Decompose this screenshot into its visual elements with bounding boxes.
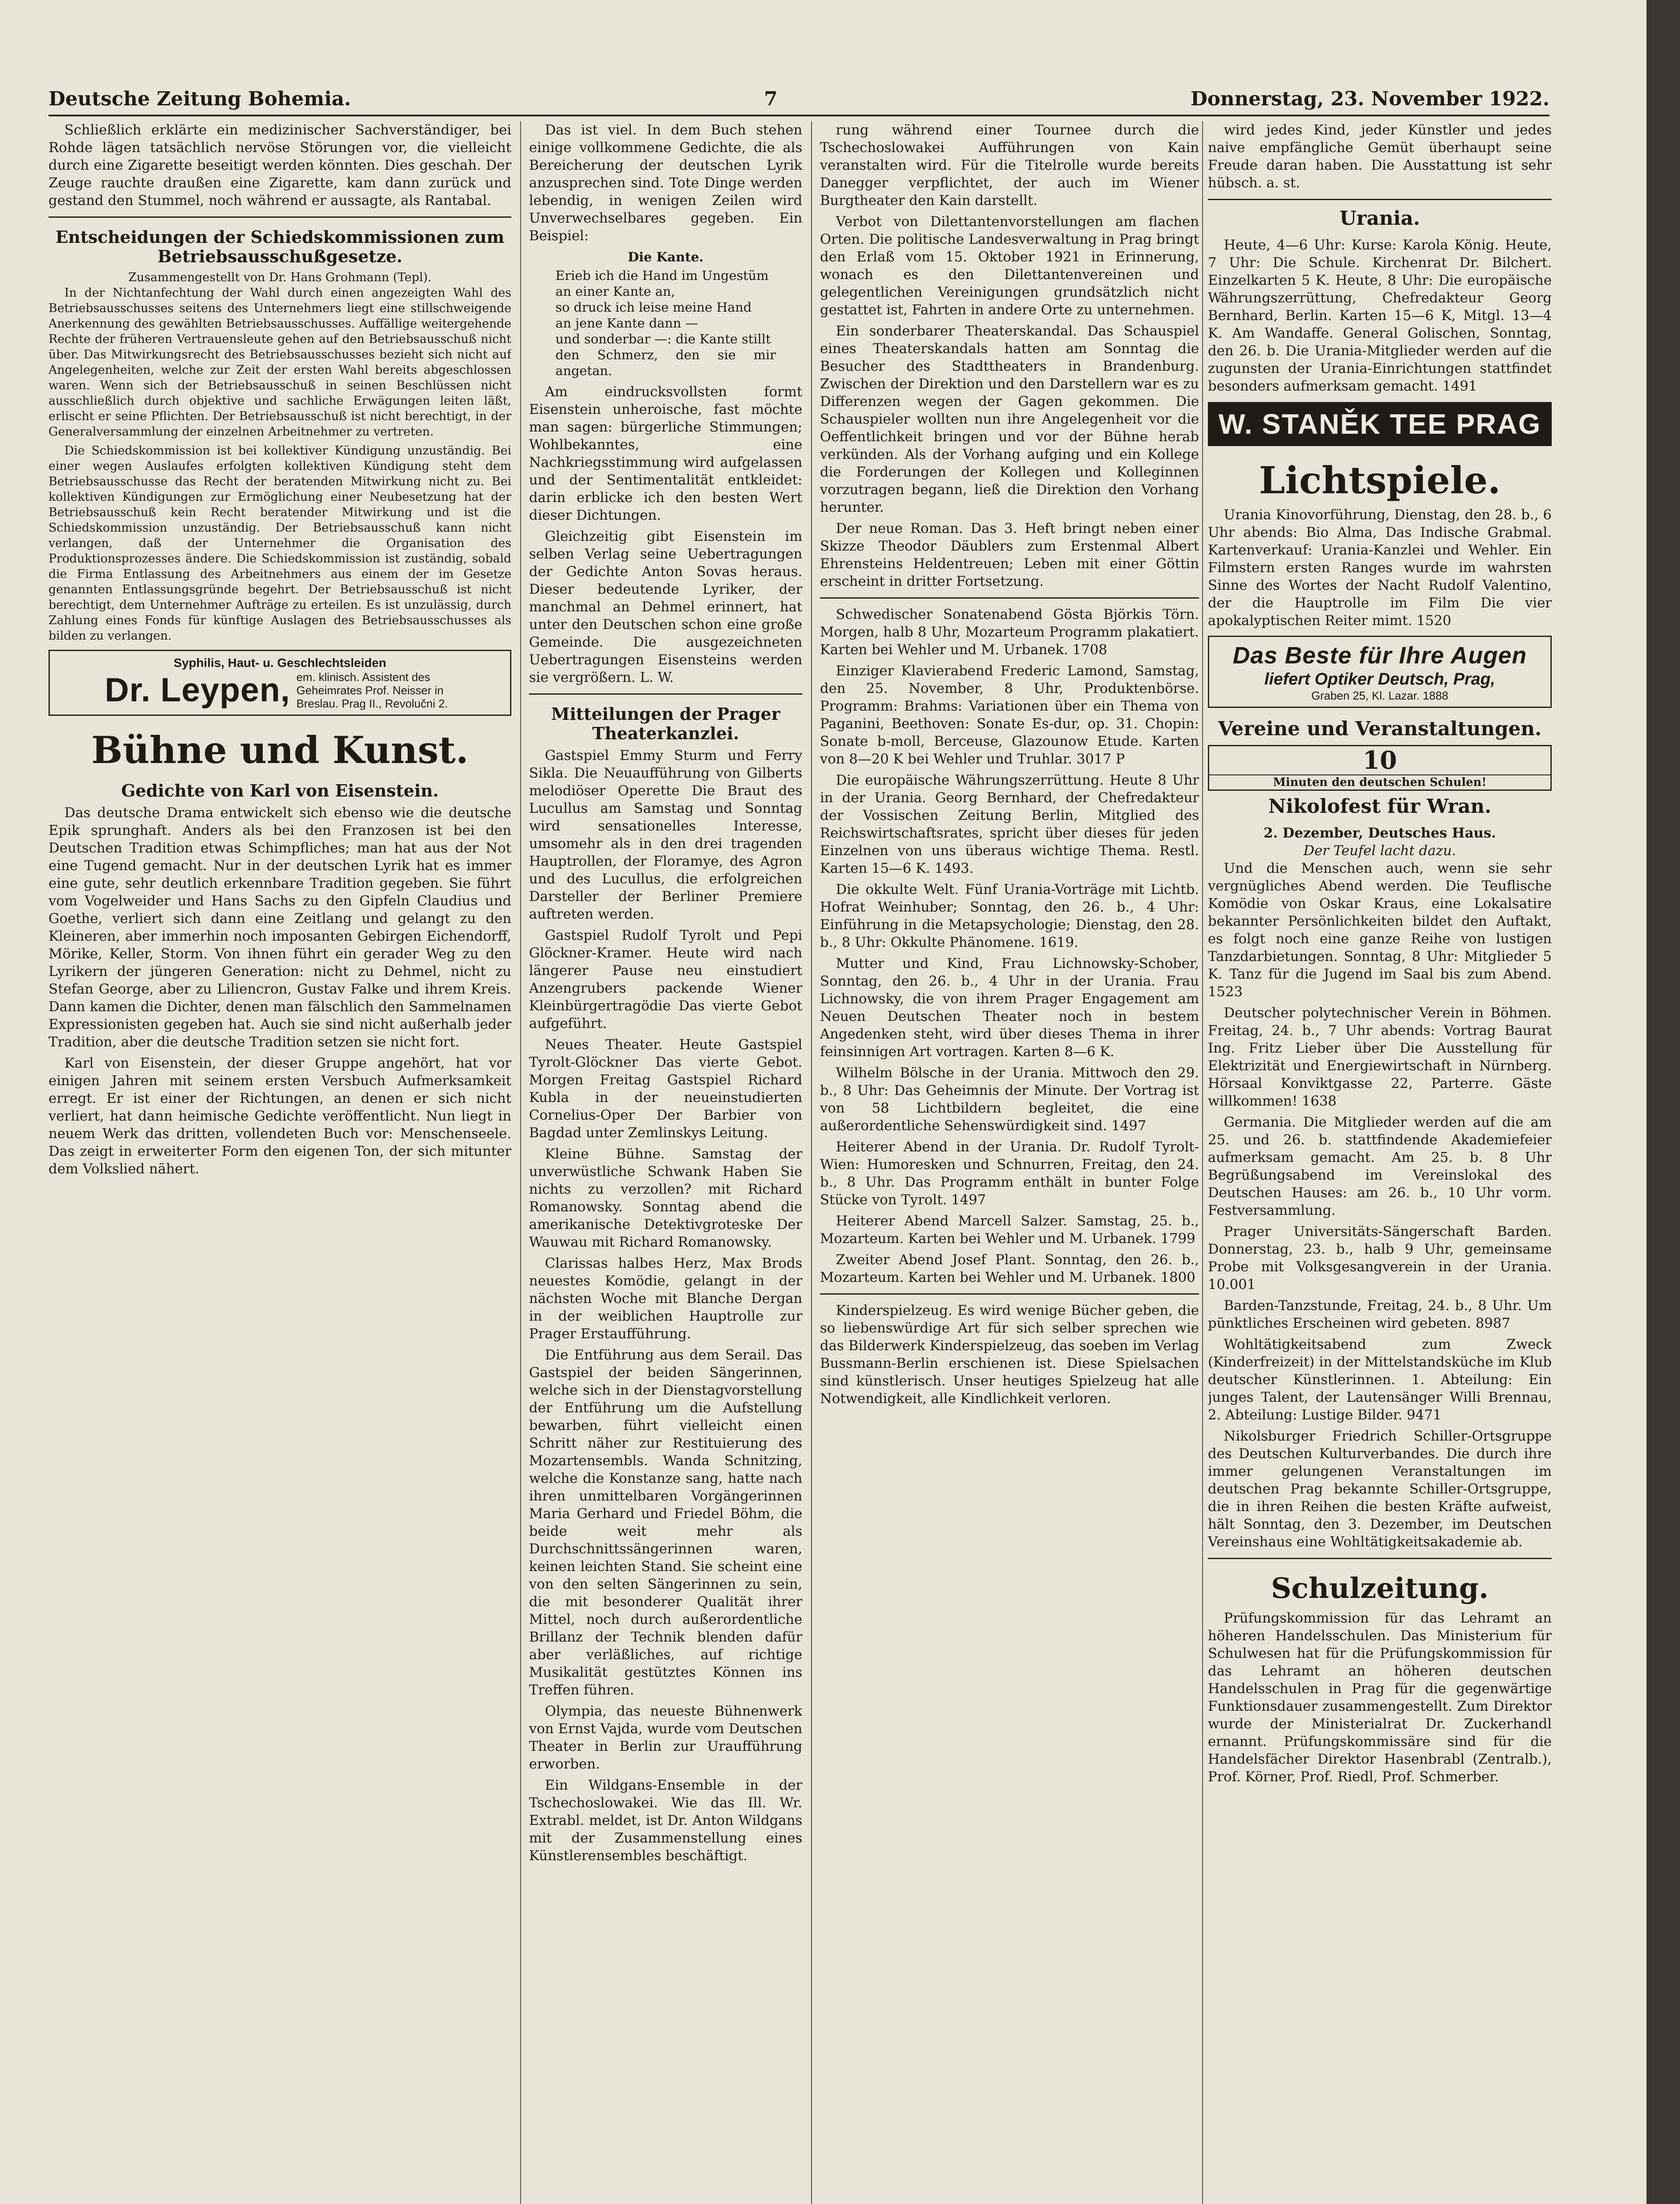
urania-program: Heute, 4—6 Uhr: Kurse: Karola König. Heute, 7 Uhr: Die Schule. Kirchenrat Dr. Bilchert. Einzelkarten 5 K. Heute, 8 Uhr: Die europäische Währungszerrüttung, Chefredakteur Georg Bernhard, Berlin. Karten 15—6 K, Mitgl. 13—4 K. Am Wandaffe. General Golischen, Sonntag, den 26. b. Die Urania-Mitglieder werden auf die zugunsten der Urania-Einrichtungen stattfindet besonders aufmerksam gemacht. 1491 [1208,237,1552,394]
poem [555,249,776,379]
article-heading: Mitteilungen der Prager Theaterkanzlei. [551,704,780,743]
divider [1208,199,1552,200]
section-title: Bühne und Kunst. [91,728,469,772]
column-rule [520,121,521,2204]
column-3 [820,121,1199,2204]
article-text: In der Nichtanfechtung der Wahl durch einen angezeigten Wahl des Betriebsausschusses seitens des Unternehmers liegt eine stillschweigende Anerkennung des gewählten Betriebsausschusses. Auffällige weitergehende Rechte der früheren Vertrauensleute gehen auf den Betriebsausschuß nicht über. Das Mitwirkungsrecht des Betriebsausschusses bezieht sich nicht auf Angelegenheiten, welche zur Zeit der ersten Wahl bereits abgeschlossen waren. Wenn sich der Betriebsausschuß in seinen Beschlüssen nicht ausschließlich durch objektive und sachliche Erwägungen leiten läßt, erlischt er seine Pflichten. Der Betriebsausschuß ist nicht berechtigt, in der Generalversammlung der einzelnen Arbeitnehmer zu vertreten. [48,286,511,439]
article-text: Ein sonderbarer Theaterskandal. Das Schauspiel eines Theaterskandals hatten am Sonntag die Besucher des Stadttheaters in Brandenburg. Zwischen der Direktion und den Darstellern war es zu Differenzen wegen der Gagen gekommen. Die Schauspieler wollten nun ihre Angelegenheit vor die Oeffentlichkeit bringen und vor der Bühne herab verkünden. Als der Vorhang aufging und ein Kollege die Forderungen der Kollegen und Kolleginnen vorzutragen begann, ließ die Direktion den Vorhang herunter. [820,323,1199,515]
ad-name: liefert Optiker Deutsch, Prag, [1264,670,1495,689]
lecture-notice: Wilhelm Bölsche in der Urania. Mittwoch den 29. b., 8 Uhr: Das Geheimnis der Minute. Der Vortrag ist von 58 Lichtbildern begleitet, die eine außerordentliche Sehenswürdigkeit sind. 1497 [820,1065,1199,1134]
article-byline: Zusammengestellt von Dr. Hans Grohmann (Tepl). [128,271,432,284]
page-number: 7 [764,88,778,110]
article-text: Das ist viel. In dem Buch stehen einige vollkommene Gedichte, die als Bereicherung der deutschen Lyrik anzusprechen sind. Tote Dinge werden lebendig, in wenigen Zeilen wird Unverwechselbares gegeben. Ein Beispiel: [529,122,802,244]
scan-edge [1646,0,1680,2204]
school-appeal-number: 10 [1363,746,1397,775]
ad-headline: Syphilis, Haut- u. Geschlechtsleiden [173,656,387,670]
masthead-date: Donnerstag, 23. November 1922. [1190,88,1550,110]
article-text: Die Entführung aus dem Serail. Das Gastspiel der beiden Sängerinnen, welche sich in der Dienstagvorstellung der Entführung um die Aufstellung bewarben, führt vielleicht einen Schritt näher zur Restituierung des Mozartensembls. Wanda Schnitzing, welche die Konstanze sang, hatte nach ihren unmittelbaren Vorgängerinnen Maria Gerhard und Friedel Böhm, die beide weit mehr als Durchschnittssängerinnen waren, keinen leichten Stand. Sie scheint eine von den selten Sängerinnen zu sein, die mit besonderer Qualität ihrer Mittel, noch durch außerordentliche Brillanz der Technik blenden dafür aber verläßliches, auf richtige Musikalität gestütztes Können ins Treffen führen. [529,1347,802,1698]
event-notice: Prager Universitäts-Sängerschaft Barden. Donnerstag, 23. b., halb 9 Uhr, gemeinsame Probe mit Volksgesangverein in der Urania. 10.001 [1208,1224,1552,1292]
column-rule [1202,121,1203,2204]
event-date: 2. Dezember, Deutsches Haus. [1263,825,1496,841]
article-heading: Gedichte von Karl von Eisenstein. [121,781,439,800]
poem-line: an jene Kante dann — [555,316,698,331]
article-text: rung während einer Tournee durch die Tschechoslowakei Aufführungen von Kain veranstalten wird. Für die Titelrolle wurde bereits Danegger verpflichtet, der auch im Wiener Burgtheater den Kain darstellt. [820,122,1199,208]
advertisement-stanek-tea: W. STANĚK TEE PRAG [1208,402,1552,446]
poem-line: Erieb ich die Hand im Ungestüm [555,268,769,283]
article-text: Urania Kinovorführung, Dienstag, den 28. b., 6 Uhr abends: Bio Alma, Das Indische Grabmal. Kartenverkauf: Urania-Kanzlei und Wehler. Ein Filmstern ersten Ranges wurde im wahrsten Sinne des Wortes der Nacht Rudolf Valentino, der die Hauptrolle im Film Die vier apokalyptischen Reiter mimt. 1520 [1208,507,1552,629]
divider [820,1293,1199,1295]
article-text: Olympia, das neueste Bühnenwerk von Ernst Vajda, wurde vom Deutschen Theater in Berlin zur Uraufführung erworben. [529,1703,802,1772]
ad-address: Graben 25, Kl. Lazar. 1888 [1311,689,1449,702]
article-text: Ein Wildgans-Ensemble in der Tschechoslowakei. Wie das Ill. Wr. Extrabl. meldet, ist Dr. Anton Wildgans mit der Zusammenstellung eines Künstlerensembles beschäftigt. [529,1777,802,1864]
concert-notice: Schwedischer Sonatenabend Gösta Björkis Törn. Morgen, halb 8 Uhr, Mozarteum Programm plakatiert. Karten bei Wehler und M. Urbanek. 1708 [820,607,1199,658]
lecture-notice: Die europäische Währungszerrüttung. Heute 8 Uhr in der Urania. Georg Bernhard, der Chefredakteur der Vossischen Zeitung Berlin, Mitglied des Reichswirtschaftsrates, spricht über dieses für jeden Einzelnen von uns überaus wichtige Thema. Restl. Karten 15—6 K. 1493. [820,772,1199,876]
event-notice: Barden-Tanzstunde, Freitag, 24. b., 8 Uhr. Um pünktliches Erscheinen wird gebeten. 8987 [1208,1298,1552,1331]
masthead-title: Deutsche Zeitung Bohemia. [48,88,351,110]
article-text: Am eindrucksvollsten formt Eisenstein unheroische, fast möchte man sagen: bürgerliche Stimmungen; Wohlbekanntes, eine Nachkriegsstimmung wird aufgelassen und der Sentimentalität entkleidet: darin erblicke ich den besten Wert dieser Dichtungen. [529,384,802,523]
school-appeal-text: Minuten den deutschen Schulen! [1209,774,1550,789]
column-rule [811,121,812,2204]
article-text: Die Schiedskommission ist bei kollektiver Kündigung unzuständig. Bei einer wegen Auslaufes erfolgten kollektiven Kündigung steht dem Betriebsausschusse das Recht der beratenden Mitwirkung nicht zu. Bei kollektiven Kündigungen zur Ermöglichung einer Neubesetzung hat der Betriebsausschuß kein Recht beratender Mitwirkung und ist die Schiedskommission unzuständig. Der Betriebsausschuß kann nicht verlangen, daß der Unternehmer die Organisation des Produktionsprozesses ändere. Die Schiedskommission ist zuständig, sobald die Firma Entlassung des Arbeitnehmers aus einem der im Gesetze genannten Entlassungsgründe begehrt. Der Betriebsausschuß ist nicht berechtigt, dem Unternehmer Aufträge zu erteilen. Es ist unzulässig, durch Zahlung eines Fonds für künftige Auslagen des Betriebsausschusses als bilden zu verlangen. [48,444,511,643]
article-text: Verbot von Dilettantenvorstellungen am flachen Orten. Die politische Landesverwaltung in Prag bringt den Erlaß vom 15. Oktober 1921 in Erinnerung, wonach es den Dilettantenvereinen und gelegentlichen Vereinigungen grundsätzlich nicht gestattet ist, Fahrten in andere Orte zu unternehmen. [820,214,1199,318]
event-notice: Zweiter Abend Josef Plant. Sonntag, den 26. b., Mozarteum. Karten bei Wehler und M. Urbanek. 1800 [820,1252,1199,1285]
article-text: Der neue Roman. Das 3. Heft bringt neben einer Skizze Theodor Däublers zum Erstenmal Albert Ehrensteins Heldentreuen; Leben mit einer Göttin erscheint in dritter Fortsetzung. [820,521,1199,589]
article-text: Kleine Bühne. Samstag der unverwüstliche Schwank Haben Sie nichts zu verzollen? mit Richard Romanowsky. Sonntag abend die amerikanische Detektivgroteske Der Wauwau mit Richard Romanowsky. [529,1146,802,1250]
article-text: Gleichzeitig gibt Eisenstein im selben Verlag seine Uebertragungen der Gedichte Anton Sovas heraus. Dieser bedeutende Lyriker, der manchmal an Dehmel erinnert, hat unter den Deutschen schon eine große Gemeinde. Die ausgezeichneten Uebertragungen Eisensteins werden sie vergrößern. L. W. [529,529,802,685]
masthead [48,79,1550,116]
ad-address: em. klinisch. Assistent des Geheimrates Prof. Neisser in Breslau. Prag II., Revolučni 2. [296,670,448,710]
article-text: Clarissas halbes Herz, Max Brods neuestes Komödie, gelangt in der nächsten Woche mit Blanche Dergan in der weiblichen Hauptrolle zur Prager Erstaufführung. [529,1255,802,1342]
lecture-notice: Die okkulte Welt. Fünf Urania-Vorträge mit Lichtb. Hofrat Weinhuber; Sonntag, den 26. b., 4 Uhr: Einführung in die Metapsychologie; Dienstag, den 28. b., 8 Uhr: Okkulte Phänomene. 1619. [820,882,1199,950]
divider [820,597,1199,599]
divider [1208,1558,1552,1559]
lecture-notice: Mutter und Kind, Frau Lichnowsky-Schober, Sonntag, den 26. b., 4 Uhr in der Urania. Frau Lichnowsky, die von ihrem Prager Engagement am Neuen Deutschen Theater noch in bestem Angedenken steht, wird über dieses Thema in ihrer feinsinnigen Art vortragen. Karten 8—6 K. [820,956,1199,1060]
event-notice: Heiterer Abend Marcell Salzer. Samstag, 25. b., Mozarteum. Karten bei Wehler und M. Urbanek. 1799 [820,1213,1199,1247]
ad-headline: Das Beste für Ihre Augen [1233,642,1527,669]
article-text: Prüfungskommission für das Lehramt an höheren Handelsschulen. Das Ministerium für Schulwesen hat für die Prüfungskommission für das Lehramt an höheren deutschen Handelsschulen in Prag für die gegenwärtige Funktionsdauer zusammengestellt. Zum Direktor wurde der Ministerialrat Dr. Zuckerhandl ernannt. Prüfungskommissäre sind für die Handelsfächer Direktor Hasenbrabl (Zentralb.), Prof. Körner, Prof. Riedl, Prof. Schmerber. [1208,1610,1552,1785]
section-heading-vereine: Vereine und Veranstaltungen. [1218,718,1542,740]
poem-line: und sonderbar —: die Kante stillt [555,331,771,346]
column-4 [1208,121,1552,2204]
advertisement-leypen [48,650,511,716]
divider [48,216,511,218]
article-text: Karl von Eisenstein, der dieser Gruppe angehört, hat vor einigen Jahren mit seinem ersten Versbuch Aufmerksamkeit erregt. Er ist einer der Richtungen, an denen er sich nicht verliert, hat dann heimische Gedichte veröffentlicht. Nun liegt in neuem Werk das dritten, vollendeten Buch vor: Menschenseele. Das zeigt in erweiterter Form den eigenen Ton, der sich mitunter dem Volkslied nähert. [48,1055,511,1177]
article-text: Kinderspielzeug. Es wird wenige Bücher geben, die so liebenswürdige Art für sich selber sprechen wie das Bilderwerk Kinderspielzeug, das soeben im Verlag Bussmann-Berlin erschienen ist. Diese Spielsachen sind künstlerisch. Unser heutiges Spielzeug hat alle Notwendigkeit, alle Kindlichkeit verloren. [820,1303,1199,1407]
article-text: Neues Theater. Heute Gastspiel Tyrolt-Glöckner Das vierte Gebot. Morgen Freitag Gastspiel Richard Kubla in der neueinstudierten Cornelius-Oper Der Barbier von Bagdad unter Zemlinskys Leitung. [529,1037,802,1141]
poem-line: so druck ich leise meine Hand [555,300,752,315]
section-title-lichtspiele: Lichtspiele. [1259,458,1501,502]
article-heading: Entscheidungen der Schiedskommissionen zum Betriebsausschußgesetze. [55,227,505,266]
column-1 [48,121,511,2204]
ad-name: Dr. Leypen, [104,671,291,709]
article-text: Gastspiel Emmy Sturm und Ferry Sikla. Die Neuaufführung von Gilberts melodiöser Operette Die Braut des Lucullus am Samstag und Sonntag wird sensationelles Interesse, umsomehr als in den drei tragenden Hauptrollen, der Floramye, des Agron und des Lucullus, die erfolgreichen Darsteller der Berliner Premiere auftreten werden. [529,748,802,922]
event-notice: Germania. Die Mitglieder werden auf die am 25. und 26. b. stattfindende Akademiefeier aufmerksam gemacht. Am 25. b. 8 Uhr Begrüßungsabend im Vereinslokal des Deutschen Hauses: am 26. b., 10 Uhr vorm. Festversammlung. [1208,1114,1552,1218]
school-appeal-box [1208,745,1552,791]
event-text: Und die Menschen auch, wenn sie sehr vergnügliches Abend werden. Die Teuflische Komödie von Oskar Kraus, eine Lokalsatire bekannter Persönlichkeiten bildet den Auftakt, es folgt noch eine ganze Reihe von lustigen Tanzdarbietungen. Sonntag, 8 Uhr: Mitglieder 5 K. Tanz für die Jugend im Saal bis zum Abend. 1523 [1208,860,1552,1000]
poem-line: den Schmerz, den sie mir angetan. [555,347,776,378]
article-text: Das deutsche Drama entwickelt sich ebenso wie die deutsche Epik sprunghaft. Anders als bei den Franzosen ist bei den Deutschen Tradition etwas Schimpfliches; man hat aus der Not eine Tugend gemacht. Nur in der deutschen Lyrik hat es immer eine gute, sehr deutlich erkennbare Tradition gegeben. Sie führt vom Vogelweider und Hans Sachs zu den Gipfeln Claudius und Goethe, verliert sich dann eine Zeitlang und gelangt zu den Kleineren, aber immerhin noch imposanten Gebirgen Eichendorff, Mörike, Keller, Storm. Von ihnen führt ein gerader Weg zu den Lyrikern der jüngeren Generation: nicht zu Dehmel, nicht zu Stefan George, aber zu Liliencron, Gustav Falke und ihrem Kreis. Dann kamen die Dichter, denen man fälschlich den Sammelnamen Expressionisten gegeben hat. Auch sie sind nicht außerhalb jeder Tradition, aber die deutsche Tradition setzen sie nicht fort. [48,805,511,1050]
divider [529,693,802,695]
article-text: wird jedes Kind, jeder Künstler und jedes naive empfängliche Gemüt überhaupt seine Freude daran haben. Die Ausstattung ist sehr hübsch. a. st. [1208,122,1552,191]
event-notice: Wohltätigkeitsabend zum Zweck (Kinderfreizeit) in der Mittelstandsküche im Klub deutscher Künstlerinnen. 1. Abteilung: Ein junges Talent, der Lautensänger Willi Brennau, 2. Abteilung: Lustige Bilder. 9471 [1208,1337,1552,1423]
event-notice: Deutscher polytechnischer Verein in Böhmen. Freitag, 24. b., 7 Uhr abends: Vortrag Baurat Ing. Fritz Lieber über Die Ausstellung für Elektrizität und Energiewirtschaft in Nürnberg. Hörsaal Konviktgasse 22, Parterre. Gäste willkommen! 1638 [1208,1005,1552,1109]
event-heading: Nikolofest für Wran. [1268,795,1492,818]
poem-title: Die Kante. [628,249,704,264]
event-notice: Nikolsburger Friedrich Schiller-Ortsgruppe des Deutschen Kulturverbandes. Die durch ihre immer gelungenen Veranstaltungen im deutschen Prag bekannte Schiller-Ortsgruppe, die in ihren Reihen die besten Kräfte aufweist, hält Sonntag, den 3. Dezember, im Deutschen Vereinshaus eine Wohltätigkeitsakademie ab. [1208,1428,1552,1550]
section-title-schulzeitung: Schulzeitung. [1271,1572,1489,1605]
poem-line: an einer Kante an, [555,284,675,299]
section-heading-urania: Urania. [1339,207,1420,230]
advertisement-optiker-deutsch [1208,636,1552,708]
lecture-notice: Heiterer Abend in der Urania. Dr. Rudolf Tyrolt-Wien: Humoresken und Schnurren, Freitag, den 24. b., 8 Uhr. Das Programm enthält in bunter Folge Stücke von Tyrolt. 1497 [820,1139,1199,1208]
column-2 [529,121,802,2204]
article-text: Schließlich erklärte ein medizinischer Sachverständiger, bei Rohde lägen tatsächlich nervöse Störungen vor, die vielleicht durch eine Zigarette beseitigt werden könnten. Dies geschah. Der Zeuge rauchte draußen eine Zigarette, kam dann zurück und gestand den Stummel, noch während er aussagte, als Rantabal. [48,122,511,208]
article-text: Gastspiel Rudolf Tyrolt und Pepi Glöckner-Kramer. Heute wird nach längerer Pause neu einstudiert Anzengrubers packende Wiener Kleinbürgertragödie Das vierte Gebot aufgeführt. [529,927,802,1031]
concert-notice: Einziger Klavierabend Frederic Lamond, Samstag, den 25. November, 8 Uhr, Produktenbörse. Programm: Brahms: Variationen über ein Thema von Paganini, Beethoven: Sonate Es-dur, op. 31. Chopin: Sonate b-moll, Berceuse, Glazounow Etude. Karten von 8—20 K bei Wehler und Truhlar. 3017 P [820,663,1199,767]
event-subtitle: Der Teufel lacht dazu. [1303,843,1456,859]
